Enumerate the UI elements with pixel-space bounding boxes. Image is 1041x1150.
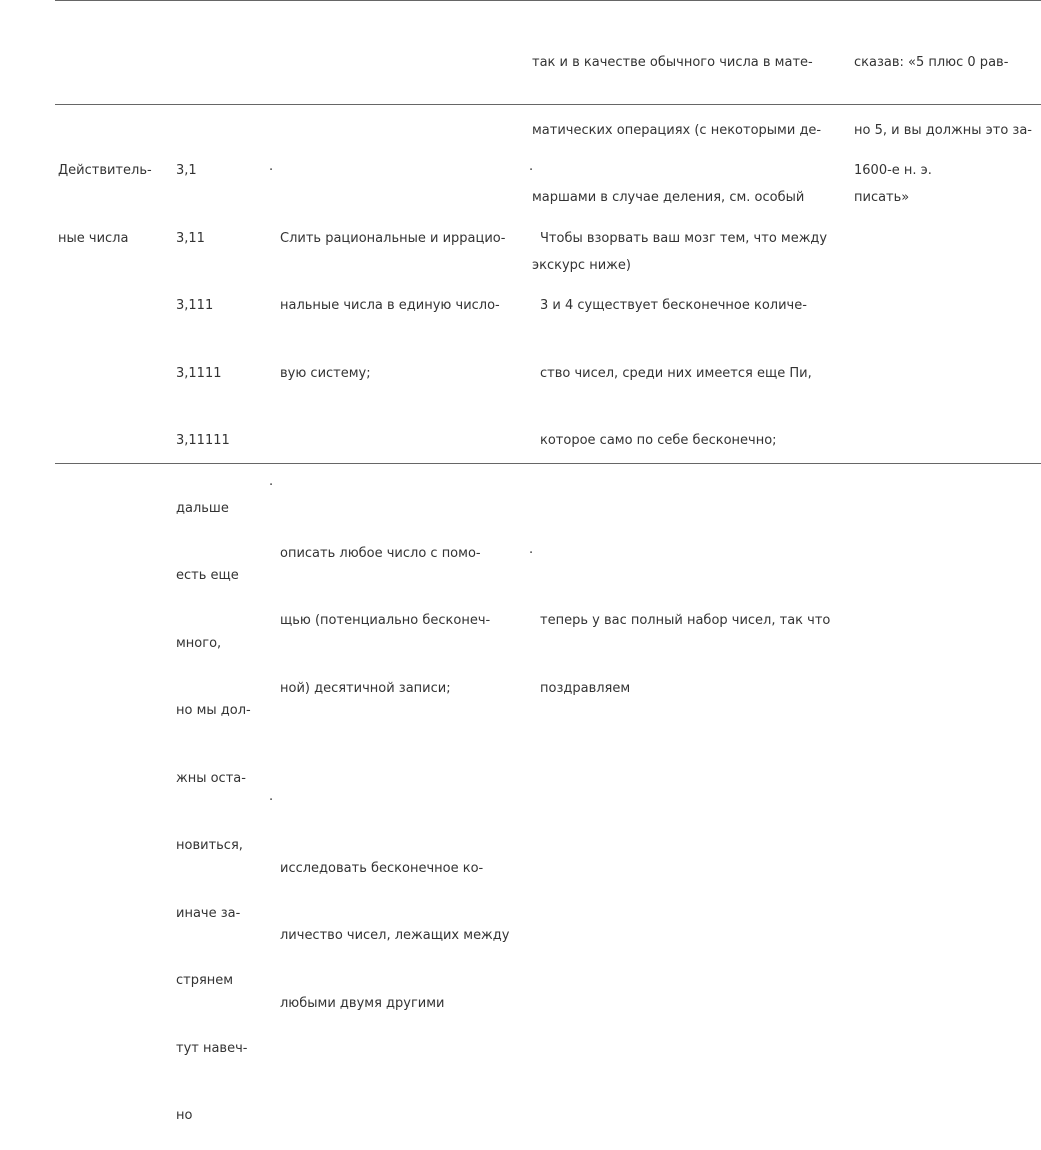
text-line: Действитель- — [58, 163, 152, 178]
text-line: сказав: «5 плюс 0 рав- — [854, 55, 1009, 70]
text-line: но мы дол- — [176, 703, 251, 718]
text-line: вую систему; — [280, 365, 371, 381]
text-line: щью (потенциально бесконеч- — [280, 613, 491, 628]
text-line: личество чисел, лежащих между — [280, 928, 510, 943]
bullet: · — [269, 478, 274, 493]
text-line: которое само по себе бесконечно; — [540, 433, 777, 448]
list-item — [528, 160, 830, 498]
text-line: 3,1 — [176, 163, 197, 178]
text-line: исследовать бесконечное ко- — [280, 860, 484, 876]
bullet: · — [269, 163, 274, 178]
text-line: Слить рациональные и иррацио- — [280, 230, 506, 246]
text-line: иначе за- — [176, 905, 241, 921]
text-line: ной) десятичной записи; — [280, 680, 451, 696]
bullet: · — [269, 793, 274, 808]
cell-examples — [176, 115, 251, 1150]
cell-number-type — [58, 115, 152, 273]
text-line: Чтобы взорвать ваш мозг тем, что между — [540, 230, 828, 246]
text-line: 3,11111 — [176, 433, 230, 448]
bullet: · — [529, 545, 534, 561]
text-line: поздравляем — [540, 680, 631, 696]
text-line: ство чисел, среди них имеется еще Пи, — [540, 365, 812, 381]
cell-reason — [528, 115, 830, 768]
text-line: ные числа — [58, 230, 129, 246]
text-line: 3 и 4 существует бесконечное количе- — [540, 298, 807, 313]
text-line: есть еще — [176, 568, 239, 583]
text-line: тут навеч- — [176, 1040, 248, 1056]
table-bottom-rule — [55, 463, 1041, 464]
text-line: нальные числа в единую число- — [280, 298, 500, 313]
text-line: но — [176, 1108, 193, 1123]
text-line: новиться, — [176, 838, 243, 853]
list-item — [268, 160, 509, 430]
text-line: 3,1111 — [176, 365, 222, 381]
text-line: теперь у вас полный набор чисел, так что — [540, 613, 831, 628]
list-item — [528, 543, 830, 746]
row-divider — [55, 104, 1041, 105]
text-line: 3,11 — [176, 230, 205, 246]
text-line: так и в качестве обычного числа в мате- — [532, 55, 813, 70]
text-line: писать» — [854, 190, 910, 205]
cell-purpose — [268, 115, 509, 1083]
text-line: любыми двумя другими — [280, 995, 445, 1011]
text-line: много, — [176, 635, 222, 651]
list-item — [268, 790, 509, 1060]
list-item — [268, 475, 509, 745]
text-line: 1600-е н. э. — [854, 163, 932, 178]
text-line: стрянем — [176, 973, 234, 988]
text-line: маршами в случае деления, см. особый — [532, 190, 805, 205]
bullet: · — [529, 163, 534, 178]
cell-date — [854, 115, 932, 205]
text-line: 3,111 — [176, 298, 214, 313]
text-line: дальше — [176, 500, 229, 516]
text-line: но 5, и вы должны это за- — [854, 122, 1032, 138]
text-line: матических операциях (с некоторыми де- — [532, 122, 822, 138]
table-top-rule — [55, 0, 1041, 1]
text-line: жны оста- — [176, 770, 246, 786]
text-line: экскурс ниже) — [532, 257, 631, 273]
text-line: описать любое число с помо- — [280, 545, 481, 561]
